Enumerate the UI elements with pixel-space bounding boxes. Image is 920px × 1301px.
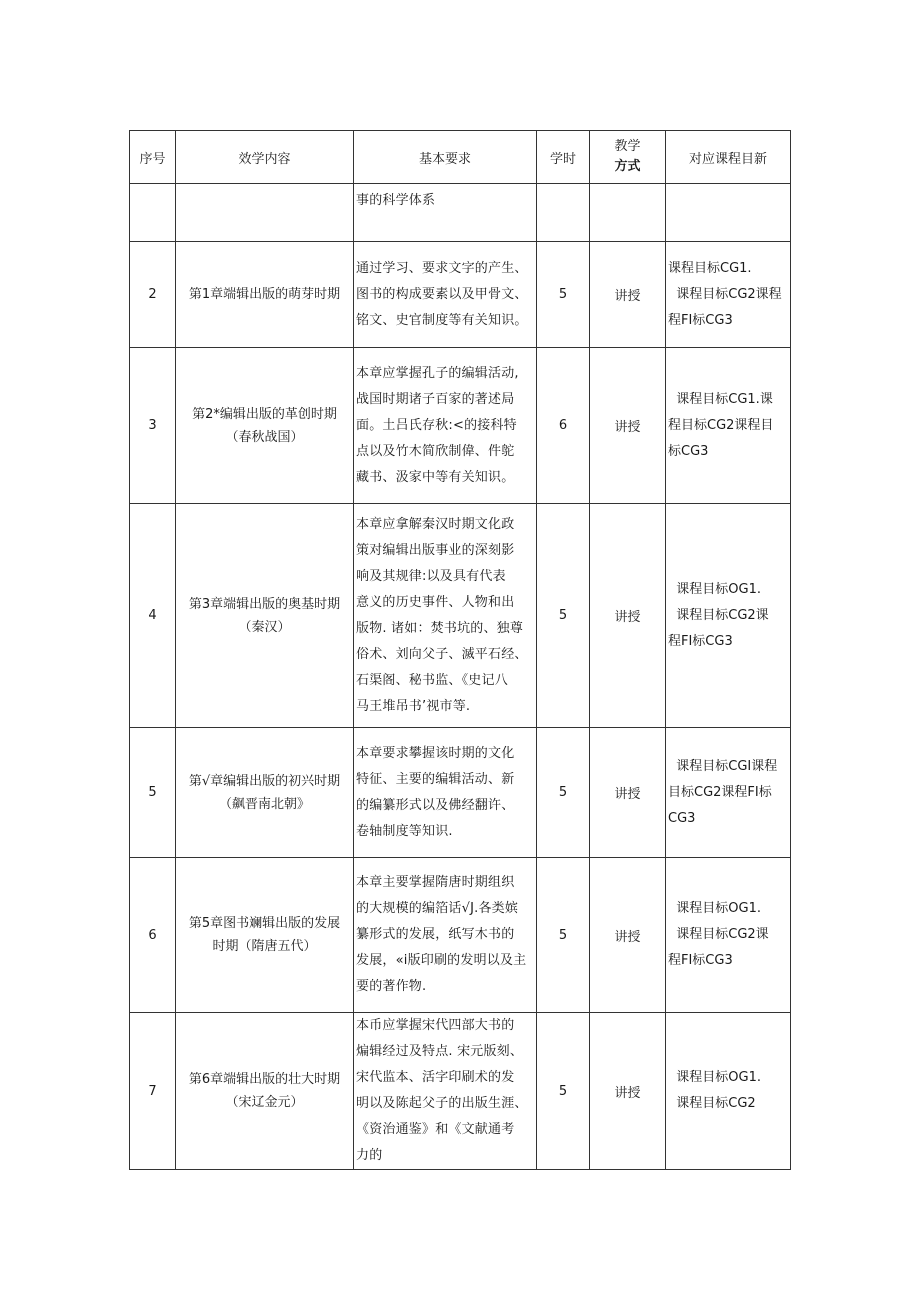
row-requirement-line: 明以及陈起父子的出版生涯、 [356,1096,528,1111]
row-goal-line: 目标CG2课程FI标 [668,784,772,800]
row-content [176,184,354,242]
row-content [176,728,354,858]
header-content: 效学内容 [176,131,354,184]
row-requirement-line: 藏书、汲家中等有关知识。 [356,469,515,485]
row-content [176,1013,354,1170]
row-content [176,858,354,1013]
row-requirement-line: 本章主要掌握隋唐时期组织 [356,875,515,890]
row-requirement-line: 面。土吕氏存秋:<的接科特 [356,417,517,433]
row-method: 讲授 [590,504,666,728]
row-requirement-line: 本章要求攀握该时期的文化 [356,745,515,761]
row-method: 讲授 [590,728,666,858]
row-requirement-line: 要的著作物. [356,979,427,994]
row-content-line: 第3章端辑出版的奥基时期 [188,596,341,612]
row-goal-line: 课程目标CG2课程 [668,286,782,302]
row-method [590,184,666,242]
row-hours: 6 [537,348,590,504]
row-content [176,348,354,504]
row-hours: 5 [537,504,590,728]
row-requirement [354,348,537,504]
header-method [590,131,666,184]
row-requirement-line: 的编纂形式以及佛经翻许、 [356,797,515,813]
table-row [130,728,791,858]
row-goal-line: 程FI标CG3 [668,633,733,649]
row-goal [666,242,791,348]
row-number: 7 [130,1013,176,1170]
row-number: 2 [130,242,176,348]
row-requirement-line: 铭文、史官制度等有关知识。 [356,312,528,328]
row-requirement-line: 策对编辑出版事业的深刻影 [356,542,515,558]
row-requirement [354,504,537,728]
row-method: 讲授 [590,242,666,348]
table-row [130,504,791,728]
row-goal-line: 课程目标CG2 [668,1096,756,1111]
row-goal [666,504,791,728]
row-requirement [354,1013,537,1170]
row-goal [666,858,791,1013]
row-number: 6 [130,858,176,1013]
row-content [176,242,354,348]
row-content-line: （飙晋南北朝》 [218,796,310,812]
row-goal-line: 课程目标OG1. [668,581,761,597]
row-goal [666,348,791,504]
row-content-line: （秦汉） [238,619,291,635]
header-method-line2: 方式 [614,159,641,174]
row-requirement [354,184,537,242]
row-requirement-line: 俗术、刘向父子、滅平石经、 [356,646,528,662]
syllabus-table [129,130,791,1170]
row-requirement-line: 意义的历史事件、人物和出 [356,594,515,610]
row-goal-line: CG3 [668,810,696,826]
row-content-line: 第1章端辑出版的萌芽时期 [188,287,341,302]
header-method-line1: 教学 [614,139,641,154]
row-hours: 5 [537,1013,590,1170]
row-requirement-line: 《资治通鉴》和《文献通考 [356,1122,515,1137]
row-content-line: 第6章端辑出版的壮大时期 [188,1072,341,1087]
row-requirement-line: 本章应拿解秦汉时期文化政 [356,516,515,532]
row-goal [666,728,791,858]
row-method: 讲授 [590,1013,666,1170]
row-number: 4 [130,504,176,728]
row-goal-line: 程目标CG2课程目 [668,417,774,433]
row-content-line: 时期（隋唐五代） [212,939,317,954]
row-goal [666,1013,791,1170]
row-goal-line: 程FI标CG3 [668,312,733,328]
row-requirement-line: 卷轴制度等知识. [356,823,453,839]
row-requirement-line: 本章应掌握孔子的编辑活动, [356,365,519,381]
row-goal-line: 课程目标CGI课程 [668,758,778,774]
row-requirement-line: 本币应掌握宋代四部大书的 [356,1018,515,1033]
row-goal-line: 课程目标CG1. [668,260,752,276]
row-goal-line: 标CG3 [668,443,709,459]
row-hours: 5 [537,728,590,858]
row-content-line: 第√章编辑出版的初兴时期 [188,773,341,789]
row-hours [537,184,590,242]
row-number [130,184,176,242]
header-hours: 学时 [537,131,590,184]
row-goal-line: 课程目标OG1. [668,1070,761,1085]
row-requirement [354,242,537,348]
row-requirement-line: 石渠阁、秘书监、《史记八 [356,672,508,688]
header-requirement: 基本要求 [354,131,537,184]
row-requirement-line: 通过学习、要求文字的产生、 [356,260,528,276]
row-requirement-line: 发展，«i版印刷的发明以及主 [356,953,527,968]
row-content-line: （春秋战国） [225,429,304,445]
row-requirement-line: 宋代监本、活字印刷术的发 [356,1070,515,1085]
row-goal-line: 课程目标CG2课 [668,927,769,942]
row-requirement [354,858,537,1013]
row-number: 5 [130,728,176,858]
table-row [130,348,791,504]
row-content [176,504,354,728]
table-row [130,184,791,242]
row-content-line: 第5章图书斓辑出版的发展 [188,916,341,931]
row-goal-line: 课程目标CG2课 [668,607,769,623]
row-requirement-line: 马王堆吊书’视市等. [356,698,471,714]
header-goal: 对应课程目新 [666,131,791,184]
row-requirement-line: 战国时期诸子百家的著述局 [356,391,515,407]
row-requirement-line: 版物. 诸如：焚书坑的、独尊 [356,620,524,636]
row-requirement-line: 图书的构成要素以及甲骨文、 [356,286,528,302]
row-content-line: （宋辽金元） [225,1095,304,1110]
header-row [130,131,791,184]
row-method: 讲授 [590,348,666,504]
row-goal [666,184,791,242]
row-requirement-line: 特征、主要的编辑活动、新 [356,771,515,787]
row-goal-line: 课程目标OG1. [668,901,761,916]
row-requirement-line: 煸辑经过及特点. 宋元版刻、 [356,1044,524,1059]
row-requirement-line: 点以及竹木简欣制偉、件鸵 [356,443,515,459]
row-requirement [354,728,537,858]
row-requirement-line: 纂形式的发展，纸写木书的 [356,927,515,942]
row-number: 3 [130,348,176,504]
row-requirement-line: 响及其规律:以及具有代表 [356,568,506,584]
header-no: 序号 [130,131,176,184]
row-hours: 5 [537,242,590,348]
row-hours: 5 [537,858,590,1013]
table-row [130,1013,791,1170]
row-requirement-line: 事的科学体系 [356,193,436,208]
row-requirement-line: 力的 [356,1148,383,1163]
row-content-line: 第2*编辑出版的革创时期 [192,406,337,422]
row-method: 讲授 [590,858,666,1013]
row-requirement-line: 的大规模的编箔话√J.各类嫔 [356,901,519,916]
table-row [130,242,791,348]
row-goal-line: 课程目标CG1.课 [668,391,773,407]
row-goal-line: 程FI标CG3 [668,953,733,968]
table-row [130,858,791,1013]
